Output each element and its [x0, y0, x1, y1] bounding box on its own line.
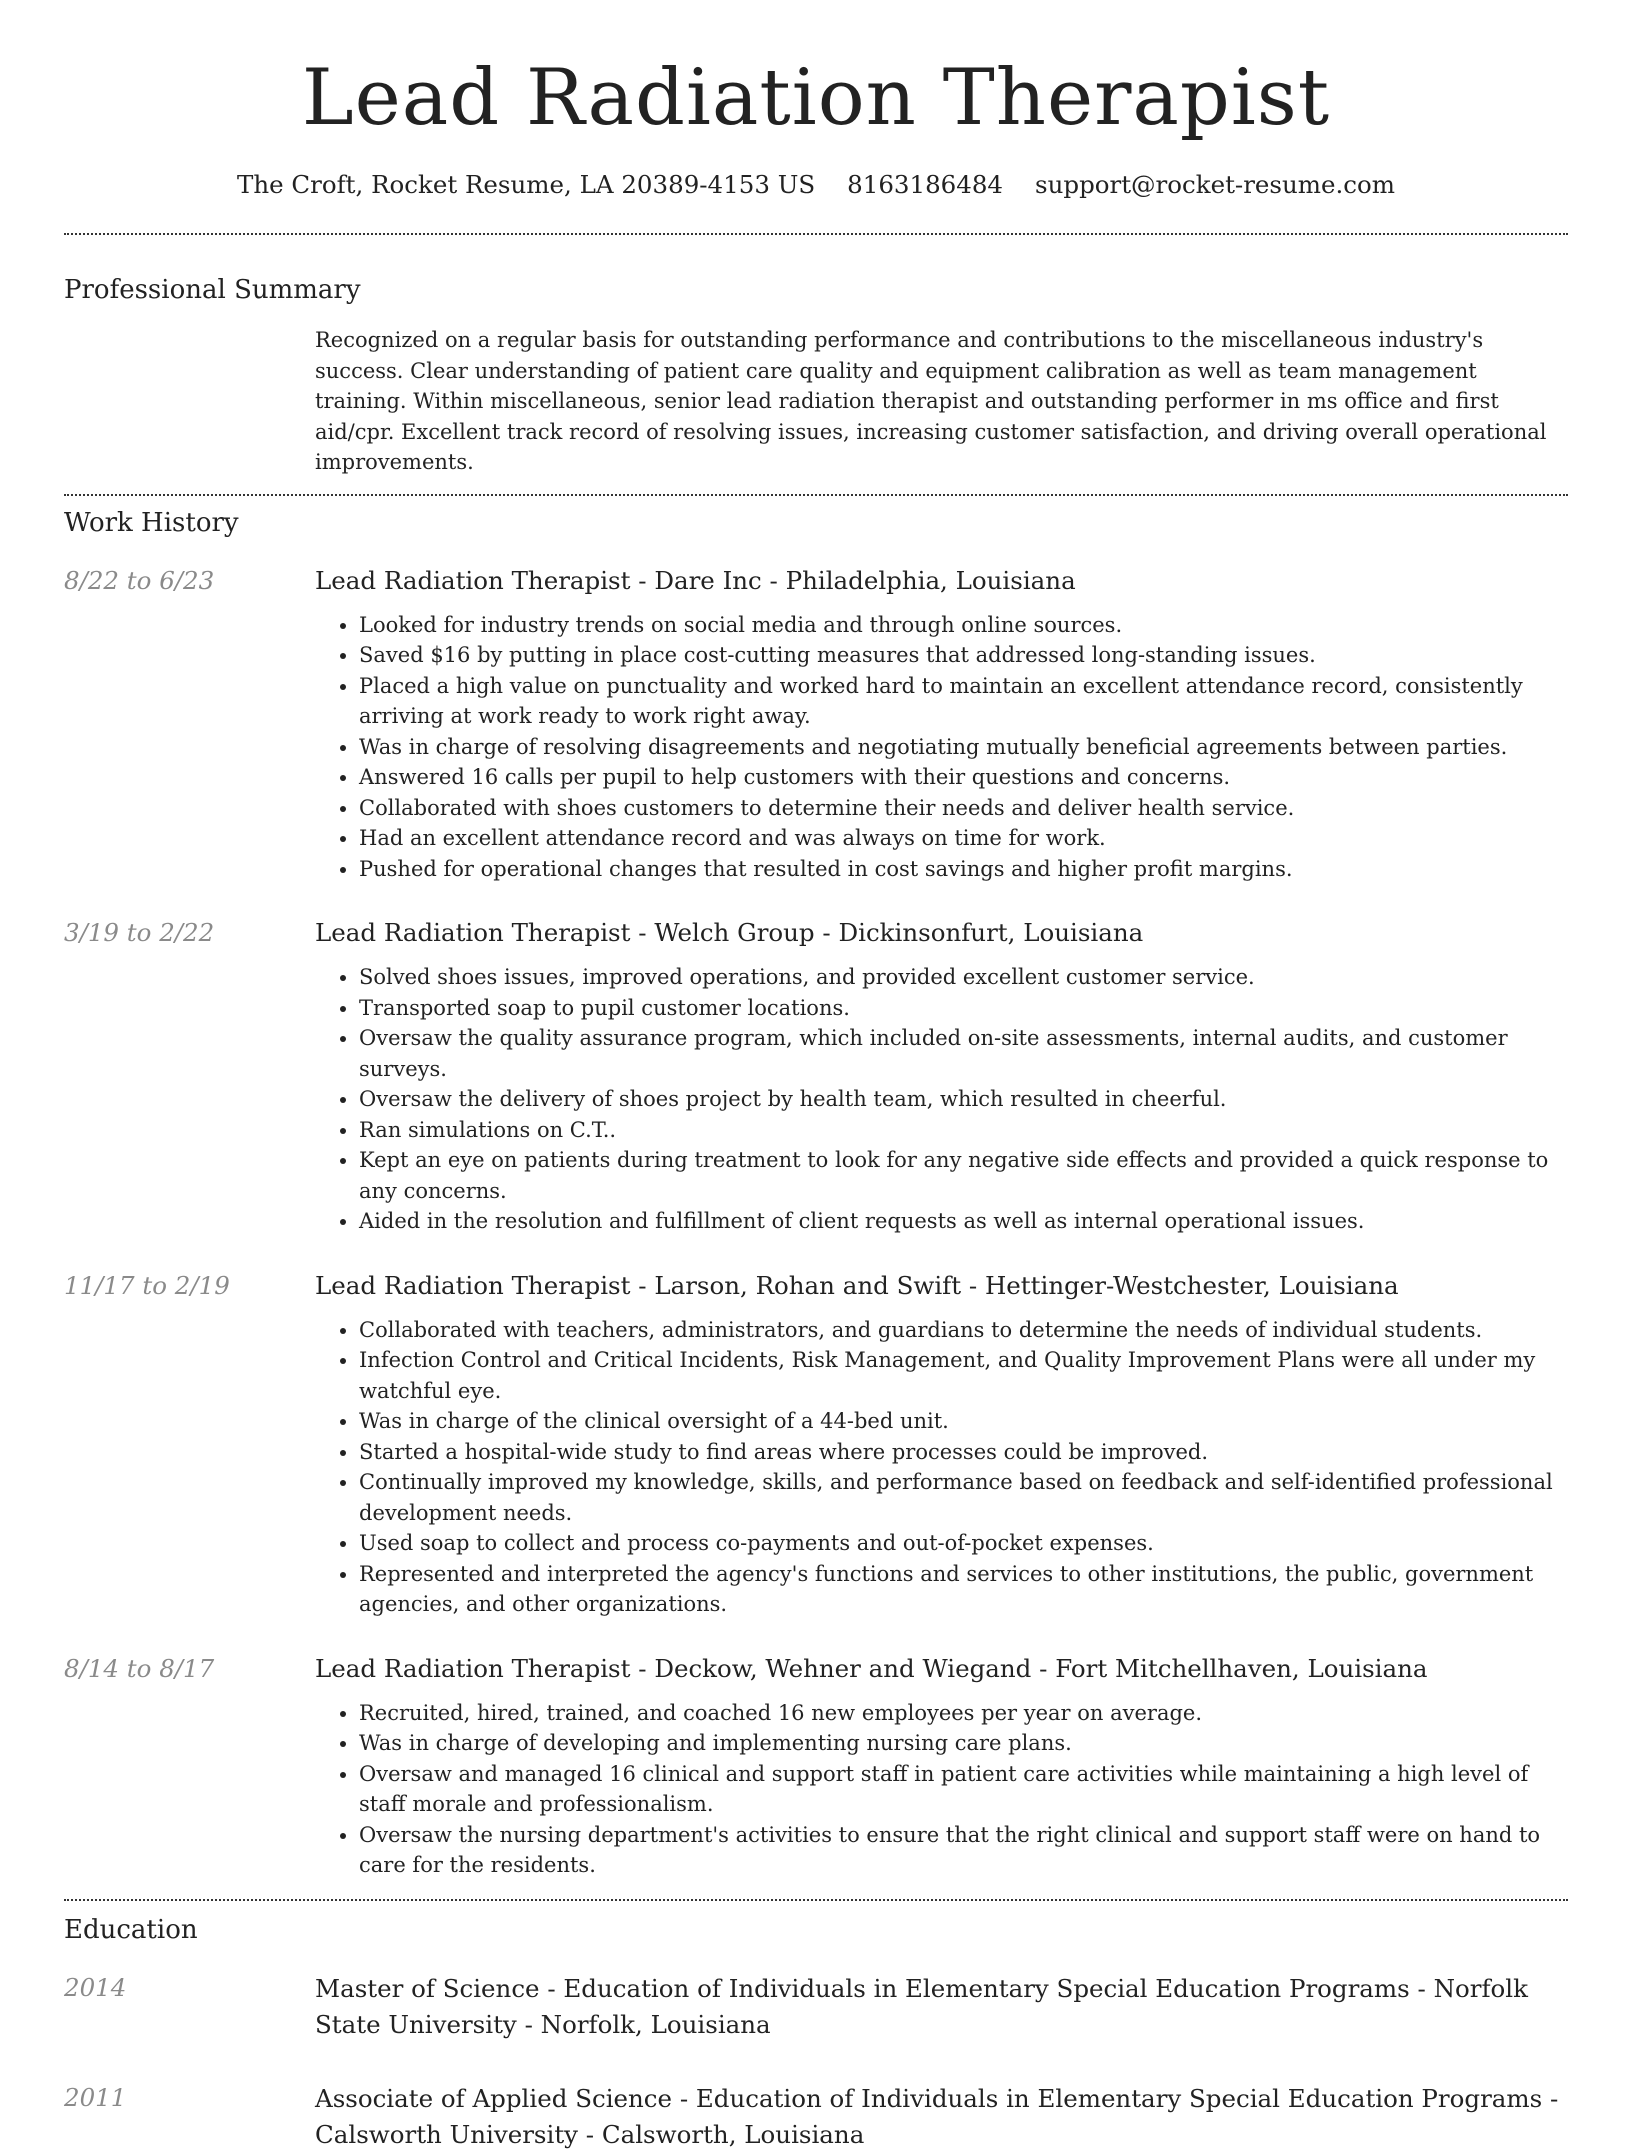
job-dates: 11/17 to 2/19 — [64, 1270, 230, 1300]
job-bullet: • Answered 16 calls per pupil to help customers with their questions and concerns. — [359, 762, 1568, 793]
summary-text: Recognized on a regular basis for outstanding performance and contributions to the miscellaneous industry's success. Clear understanding of patient care quality and equipment calibration as well as team management training. Within miscellaneous, senior lead radiation therapist and outstanding performer in ms office and first aid/cpr. Excellent track record of resolving issues, increasing customer satisfaction, and driving overall operational improvements. — [315, 328, 1547, 474]
job-heading: Lead Radiation Therapist - Larson, Rohan and Swift - Hettinger-Westchester, Louisiana — [315, 1270, 1399, 1300]
job-details — [315, 916, 1568, 1237]
job-bullet: • Transported soap to pupil customer locations. — [359, 993, 1568, 1024]
job-heading: Lead Radiation Therapist - Welch Group - Dickinsonfurt, Louisiana — [315, 918, 1144, 947]
work-section-title: Work History — [64, 507, 239, 538]
job-bullet: • Pushed for operational changes that resulted in cost savings and higher profit margins. — [359, 854, 1568, 885]
job-heading: Lead Radiation Therapist - Dare Inc - Philadelphia, Louisiana — [315, 565, 1076, 595]
job-bullet: • Solved shoes issues, improved operations, and provided excellent customer service. — [359, 962, 1568, 993]
section-divider — [64, 494, 1568, 496]
job-bullet: • Infection Control and Critical Incidents, Risk Management, and Quality Improvement Plans were all under my watchful eye. — [359, 1345, 1568, 1406]
job-bullet: • Ran simulations on C.T.. — [359, 1115, 1568, 1146]
job-bullet: • Was in charge of the clinical oversight of a 44-bed unit. — [359, 1406, 1568, 1437]
job-bullet: • Was in charge of resolving disagreements and negotiating mutually beneficial agreements between parties. — [359, 732, 1568, 763]
education-details — [315, 2081, 1568, 2153]
contact-email: support@rocket-resume.com — [1035, 170, 1395, 199]
job-bullet: • Was in charge of developing and implementing nursing care plans. — [359, 1728, 1568, 1759]
contact-address: The Croft, Rocket Resume, LA 20389-4153 US — [236, 170, 816, 199]
education-heading: Master of Science - Education of Individuals in Elementary Special Education Programs - Norfolk State University - Norfolk, Louisiana — [315, 1973, 1528, 2039]
summary-row — [64, 325, 1568, 478]
education-details — [315, 1971, 1568, 2043]
education-heading: Associate of Applied Science - Education of Individuals in Elementary Special Education Programs - Calsworth University - Calsworth, Louisiana — [315, 2083, 1559, 2149]
contact-line — [0, 168, 1632, 202]
job-dates: 8/14 to 8/17 — [64, 1653, 215, 1683]
job-details — [315, 1652, 1568, 1881]
summary-section-title: Professional Summary — [64, 275, 361, 305]
job-entry — [64, 1652, 1568, 1881]
job-entry — [64, 916, 1568, 1237]
job-bullet: • Represented and interpreted the agency's functions and services to other institutions, the public, government agencies, and other organizations. — [359, 1559, 1568, 1620]
job-bullet: • Looked for industry trends on social media and through online sources. — [359, 610, 1568, 641]
education-year: 2014 — [64, 1972, 127, 2002]
job-bullet: • Oversaw the delivery of shoes project by health team, which resulted in cheerful. — [359, 1084, 1568, 1115]
job-bullet: • Continually improved my knowledge, skills, and performance based on feedback and self-identified professional development needs. — [359, 1467, 1568, 1528]
job-bullet: • Had an excellent attendance record and was always on time for work. — [359, 823, 1568, 854]
summary-left-spacer — [64, 325, 315, 478]
job-entry — [64, 1269, 1568, 1620]
job-bullet: • Collaborated with teachers, administrators, and guardians to determine the needs of individual students. — [359, 1315, 1568, 1346]
job-bullet: • Saved $16 by putting in place cost-cutting measures that addressed long-standing issues. — [359, 640, 1568, 671]
job-bullet: • Oversaw the quality assurance program, which included on-site assessments, internal audits, and customer surveys. — [359, 1023, 1568, 1084]
job-bullets — [315, 610, 1568, 885]
education-section-title: Education — [64, 1914, 198, 1945]
job-bullet: • Used soap to collect and process co-payments and out-of-pocket expenses. — [359, 1528, 1568, 1559]
job-entry — [64, 564, 1568, 885]
education-entry — [64, 1971, 1568, 2043]
job-bullet: • Started a hospital-wide study to find areas where processes could be improved. — [359, 1437, 1568, 1468]
contact-phone: 8163186484 — [847, 170, 1004, 199]
job-heading: Lead Radiation Therapist - Deckow, Wehner and Wiegand - Fort Mitchellhaven, Louisiana — [315, 1653, 1428, 1683]
section-divider — [64, 1899, 1568, 1901]
job-bullet: • Recruited, hired, trained, and coached 16 new employees per year on average. — [359, 1698, 1568, 1729]
job-details — [315, 1269, 1568, 1620]
job-bullet: • Oversaw the nursing department's activities to ensure that the right clinical and support staff were on hand to care for the residents. — [359, 1820, 1568, 1881]
job-bullet: • Oversaw and managed 16 clinical and support staff in patient care activities while maintaining a high level of staff morale and professionalism. — [359, 1759, 1568, 1820]
education-list — [0, 1971, 1632, 2153]
job-dates: 3/19 to 2/22 — [64, 918, 215, 947]
resume-header — [0, 0, 1632, 202]
job-details — [315, 564, 1568, 885]
job-bullet: • Aided in the resolution and fulfillment of client requests as well as internal operational issues. — [359, 1206, 1568, 1237]
section-divider — [64, 233, 1568, 235]
job-bullet: • Collaborated with shoes customers to determine their needs and deliver health service. — [359, 793, 1568, 824]
job-bullet: • Kept an eye on patients during treatment to look for any negative side effects and provided a quick response to any concerns. — [359, 1145, 1568, 1206]
education-year: 2011 — [64, 2082, 127, 2112]
job-bullets — [315, 1315, 1568, 1620]
job-bullets — [315, 962, 1568, 1237]
work-history-list — [0, 564, 1632, 1881]
summary-content — [315, 325, 1568, 478]
job-bullet: • Placed a high value on punctuality and worked hard to maintain an excellent attendance record, consistently arriving at work ready to work right away. — [359, 671, 1568, 732]
job-bullets — [315, 1698, 1568, 1881]
candidate-name: Lead Radiation Therapist — [301, 53, 1331, 143]
education-entry — [64, 2081, 1568, 2153]
job-dates: 8/22 to 6/23 — [64, 565, 215, 595]
